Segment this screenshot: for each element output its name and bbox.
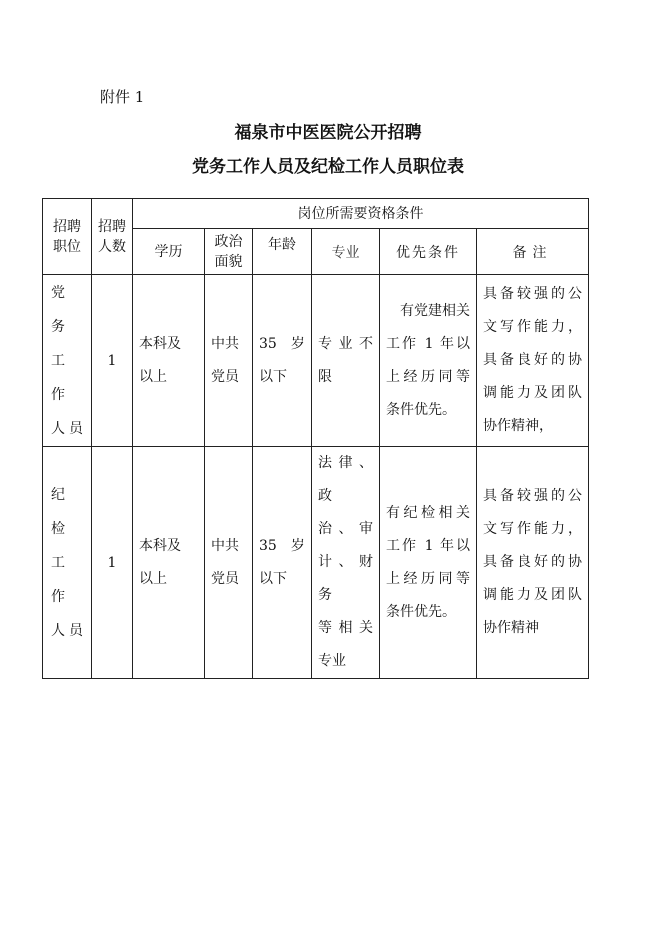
cell-major: 法律、政 治、审 计、财务 等相关 专业: [312, 447, 380, 679]
header-position: 招聘 职位: [43, 199, 92, 275]
header-remark: 备注: [477, 229, 589, 275]
cell-remark: 具备较强的公 文写作能力， 具备良好的协 调能力及团队 协作精神，: [477, 275, 589, 447]
table-row: [43, 447, 589, 679]
cell-position: 党 务 工 作 人员: [43, 275, 92, 447]
header-political: 政治 面貌: [205, 229, 253, 275]
header-priority: 优先条件: [380, 229, 477, 275]
header-education: 学历: [133, 229, 205, 275]
cell-major: 专业不 限: [312, 275, 380, 447]
attachment-label: 附件 1: [100, 88, 145, 106]
header-requirements-group: 岗位所需要资格条件: [133, 199, 589, 229]
header-major: 专业: [312, 229, 380, 275]
cell-age: 35 岁 以下: [253, 275, 312, 447]
cell-count: 1: [92, 447, 133, 679]
cell-priority: 有纪检相关 工作 1 年以 上经历同等 条件优先。: [380, 447, 477, 679]
cell-age: 35 岁 以下: [253, 447, 312, 679]
cell-count: 1: [92, 275, 133, 447]
cell-priority: 有党建相关 工作 1 年以 上经历同等 条件优先。: [380, 275, 477, 447]
table-row: [43, 275, 589, 447]
header-age: 年龄: [253, 229, 312, 275]
document-subtitle: 党务工作人员及纪检工作人员职位表: [192, 157, 464, 177]
cell-political: 中共 党员: [205, 275, 253, 447]
cell-political: 中共 党员: [205, 447, 253, 679]
cell-education: 本科及 以上: [133, 447, 205, 679]
positions-table: [42, 198, 589, 679]
header-count: 招聘 人数: [92, 199, 133, 275]
cell-remark: 具备较强的公 文写作能力， 具备良好的协 调能力及团队 协作精神: [477, 447, 589, 679]
document-title: 福泉市中医医院公开招聘: [234, 123, 422, 143]
cell-position: 纪 检 工 作 人员: [43, 447, 92, 679]
cell-education: 本科及 以上: [133, 275, 205, 447]
